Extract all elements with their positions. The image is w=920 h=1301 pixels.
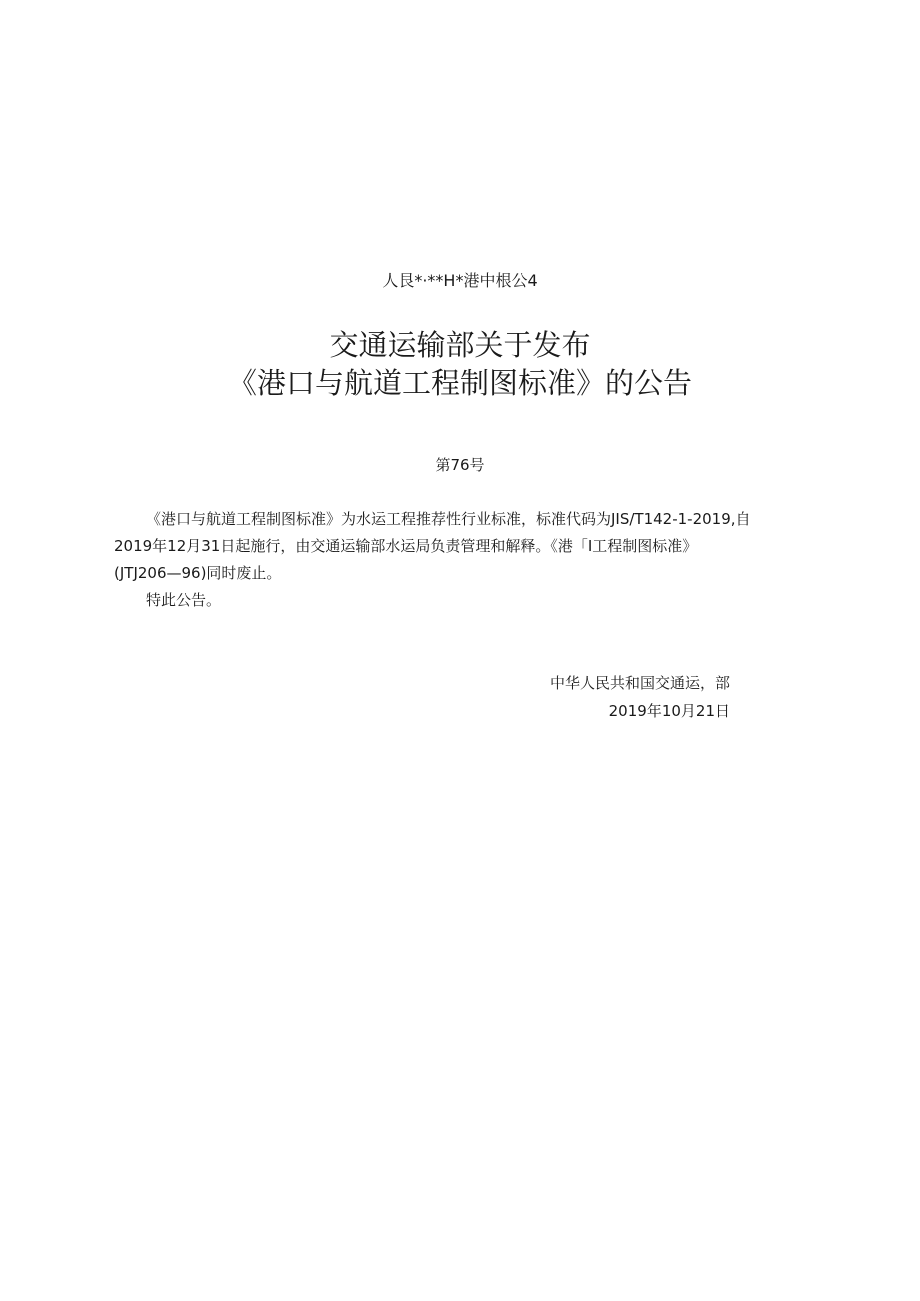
document-title [0,326,920,402]
body-paragraph-1-line-3: (JTJ206—96)同时废止。 [114,564,282,582]
title-line-2: 《港口与航道工程制图标准》的公告 [227,366,692,400]
document-number: 第76号 [435,456,485,474]
document-body [114,506,814,614]
title-line-1: 交通运输部关于发布 [329,328,591,362]
signature-date: 2019年10月21日 [608,702,730,720]
body-paragraph-1-line-2: 2019年12月31日起施行，由交通运输部水运局负责管理和解释。《港「I工程制图标准》 [114,537,698,555]
body-paragraph-2: 特此公告。 [146,591,222,609]
issuer-header: 人艮*·**H*港中根公4 [382,271,538,290]
body-paragraph-1-line-1: 《港口与航道工程制图标准》为水运工程推荐性行业标准，标准代码为JIS/T142-1-2019,自 [146,510,751,528]
signature-org: 中华人民共和国交通运，部 [549,674,730,692]
signature-block [480,669,730,725]
